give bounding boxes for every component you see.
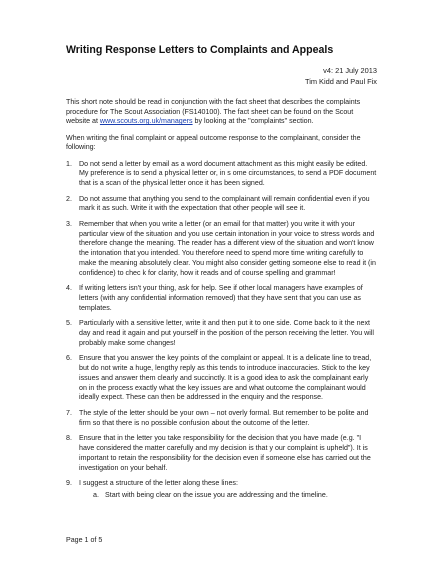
list-item [66, 434, 378, 473]
item-text: Do not assume that anything you send to the complainant will remain confidential even if you mark it as such. Write it with the expectation that other people will see it. [79, 194, 370, 213]
scouts-link[interactable]: www.scouts.org.uk/managers [99, 117, 193, 126]
document-title: Writing Response Letters to Complaints and Appeals [66, 44, 334, 56]
page-footer: Page 1 of 5 [66, 536, 103, 544]
item-text: I suggest a structure of the letter along these lines: [79, 479, 238, 488]
item-number: 3. [66, 220, 72, 229]
intro-text-1: This short note should be read in conjunction with the fact sheet that describes the complaints procedure for The Scout Association (FS140100). The fact sheet can be found on the Scout website at [66, 98, 361, 126]
item-text: The style of the letter should be your own – not overly formal. But remember to be polite and firm so that there is no possible confusion about the outcome of the letter. [79, 408, 369, 427]
item-text: Ensure that in the letter you take responsibility for the decision that you have made (e.g. "I have considered the matter carefully and my decision is that y our complaint is upheld"). It is important to retain the responsibility for the decision even if someone else has carried out the investigation on your behalf. [79, 434, 371, 472]
list-item [66, 195, 378, 214]
item-text: If writing letters isn't your thing, ask for help. See if other local managers have examples of letters (with any confidential information removed) that they have sent that you can use as templates. [79, 284, 363, 312]
version-block [305, 66, 377, 87]
item-number: 1. [66, 159, 72, 168]
list-item [66, 319, 378, 348]
sub-item-letter: a. [93, 490, 99, 499]
sub-item-text: Start with being clear on the issue you are addressing and the timeline. [105, 490, 328, 499]
authors: Tim Kidd and Paul Fix [304, 76, 377, 86]
item-number: 7. [66, 408, 72, 417]
sub-list [79, 491, 378, 501]
item-text: Remember that when you write a letter (or an email for that matter) you write it with your particular view of the situation and you use certain intonation in your voice to stress words and therefore change the meaning. The reader has a different view of the situation and won't know the intonation that you intended. You therefore need to spend more time writing carefully to make the meaning absolutely clear. You might also consider getting someone else to read it (in confidence) to chec k for clarity, how it reads and of course spelling and grammar! [79, 220, 376, 277]
item-number: 2. [66, 194, 72, 203]
list-item [66, 160, 378, 189]
guidance-list [66, 160, 378, 501]
list-item [66, 354, 378, 403]
item-text: Do not send a letter by email as a word document attachment as this might easily be edited. My preference is to send a physical letter or, in s ome circumstances, to send a PDF document that is a scan of the physical letter once it has been signed. [79, 159, 377, 187]
item-number: 4. [66, 284, 72, 293]
list-item [66, 479, 378, 500]
sub-list-item [79, 491, 378, 501]
item-number: 6. [66, 354, 72, 363]
list-item [66, 220, 378, 278]
intro-paragraph [66, 98, 378, 127]
list-item [66, 284, 378, 313]
intro-text-2: by looking at the "complaints" section. [192, 117, 314, 126]
item-number: 8. [66, 434, 72, 443]
item-text: Particularly with a sensitive letter, write it and then put it to one side. Come back to it the next day and read it again and put yourself in the position of the person receiving the letter. You will probably make some changes! [79, 319, 374, 347]
item-number: 5. [66, 319, 72, 328]
document-body [66, 98, 378, 507]
list-item [66, 409, 378, 428]
lead-paragraph: When writing the final complaint or appeal outcome response to the complainant, consider the following: [66, 133, 361, 152]
version-date: v4: 21 July 2013 [323, 66, 377, 75]
item-number: 9. [66, 479, 72, 488]
item-text: Ensure that you answer the key points of the complaint or appeal. It is a delicate line to tread, but do not write a huge, lengthy reply as this tends to introduce inaccuracies. Stick to the key issues and answer them clearly and succinctly. It is a good idea to ask the complainant early on in the process exactly what the key issues are and what outcome the complainant would ideally expect. These can then be addressed in the enquiry and the response. [79, 354, 372, 402]
